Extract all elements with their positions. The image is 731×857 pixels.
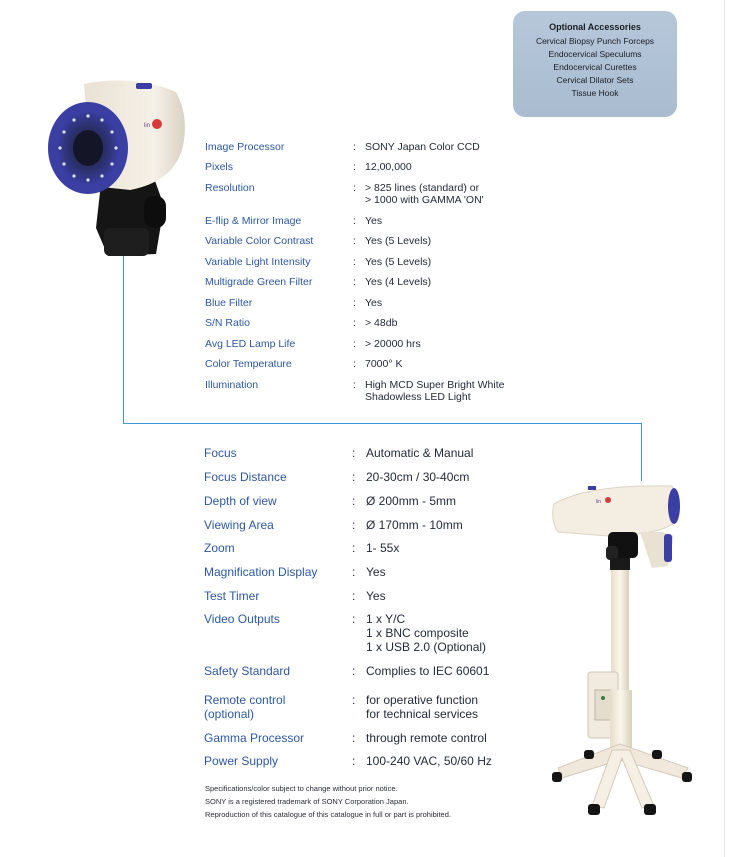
spec-colon: : xyxy=(353,358,356,370)
spec-value: 1 x Y/C 1 x BNC composite 1 x USB 2.0 (Optional) xyxy=(366,612,487,654)
spec-colon: : xyxy=(353,256,356,268)
footer-line: Specifications/color subject to change without prior notice. xyxy=(205,784,398,793)
spec-value: through remote control xyxy=(366,731,487,745)
spec-value: > 48db xyxy=(365,317,398,329)
spec-value: 20-30cm / 30-40cm xyxy=(366,470,470,484)
spec-label: Remote control (optional) xyxy=(204,693,286,721)
spec-colon: : xyxy=(352,494,356,508)
accessory-item: Cervical Biopsy Punch Forceps xyxy=(535,36,655,46)
spec-label: Power Supply xyxy=(204,754,279,768)
spec-value: Complies to IEC 60601 xyxy=(366,664,490,678)
accessory-item: Endocervical Speculums xyxy=(548,49,642,59)
spec-label: Viewing Area xyxy=(204,518,274,532)
spec-value: 1- 55x xyxy=(366,541,400,555)
spec-colon: : xyxy=(352,541,356,555)
spec-value: Yes xyxy=(365,215,383,227)
spec-value: Yes (5 Levels) xyxy=(365,256,432,268)
optional-accessories-box xyxy=(513,11,677,117)
spec-colon: : xyxy=(353,215,356,227)
spec-colon: : xyxy=(352,565,356,579)
accessories-title: Optional Accessories xyxy=(549,22,641,32)
spec-value: Yes xyxy=(366,565,386,579)
spec-value: Automatic & Manual xyxy=(366,446,474,460)
spec-colon: : xyxy=(353,317,356,329)
spec-label: Safety Standard xyxy=(204,664,291,678)
spec-colon: : xyxy=(353,338,356,350)
spec-value: > 20000 hrs xyxy=(365,338,421,350)
colposcope-camera-head-image xyxy=(44,78,194,260)
spec-label: Pixels xyxy=(205,161,234,173)
svg-text:lin: lin xyxy=(144,123,151,129)
spec-colon: : xyxy=(352,693,356,707)
spec-value: SONY Japan Color CCD xyxy=(365,141,480,153)
spec-label: Variable Color Contrast xyxy=(205,235,314,247)
accessory-item: Tissue Hook xyxy=(571,88,619,98)
spec-label: Magnification Display xyxy=(204,565,318,579)
spec-label: Blue Filter xyxy=(205,297,253,309)
spec-colon: : xyxy=(353,161,356,173)
accessory-item: Cervical Dilator Sets xyxy=(556,75,634,85)
spec-label: Image Processor xyxy=(205,141,285,153)
spec-value: 7000° K xyxy=(365,358,403,370)
spec-colon: : xyxy=(353,297,356,309)
svg-text:lin: lin xyxy=(596,499,602,505)
spec-label: Focus xyxy=(204,446,237,460)
accessory-item: Endocervical Curettes xyxy=(553,62,637,72)
spec-value: Ø 170mm - 10mm xyxy=(366,518,463,532)
spec-label: Avg LED Lamp Life xyxy=(205,338,296,350)
footer-notes xyxy=(205,782,451,821)
spec-value: Yes (4 Levels) xyxy=(365,276,432,288)
spec-colon: : xyxy=(353,141,356,153)
spec-colon: : xyxy=(353,235,356,247)
spec-value: Ø 200mm - 5mm xyxy=(366,494,457,508)
spec-colon: : xyxy=(353,276,356,288)
spec-label: Resolution xyxy=(205,182,255,194)
spec-label: Gamma Processor xyxy=(204,731,305,745)
spec-value: > 825 lines (standard) or > 1000 with GAMMA 'ON' xyxy=(365,182,484,206)
spec-value: Yes xyxy=(365,297,383,309)
connector-line-vertical-left xyxy=(123,256,124,424)
spec-label: Variable Light Intensity xyxy=(205,256,311,268)
spec-label: Focus Distance xyxy=(204,470,287,484)
colposcope-stand-image xyxy=(548,476,698,826)
connector-line-vertical-right xyxy=(641,423,642,481)
spec-label: Video Outputs xyxy=(204,612,280,626)
spec-value: High MCD Super Bright White Shadowless LED Light xyxy=(365,379,505,403)
spec-value: for operative function for technical services xyxy=(366,693,479,721)
spec-value: 100-240 VAC, 50/60 Hz xyxy=(366,754,492,768)
spec-colon: : xyxy=(352,612,356,626)
spec-colon: : xyxy=(353,379,356,391)
spec-colon: : xyxy=(353,182,356,194)
spec-label: S/N Ratio xyxy=(205,317,250,329)
spec-colon: : xyxy=(352,589,356,603)
spec-label: Depth of view xyxy=(204,494,277,508)
spec-label: Illumination xyxy=(205,379,259,391)
spec-colon: : xyxy=(352,731,356,745)
page-edge-rule xyxy=(724,0,725,857)
spec-label: Zoom xyxy=(204,541,235,555)
spec-value: Yes xyxy=(366,589,386,603)
spec-colon: : xyxy=(352,446,356,460)
spec-colon: : xyxy=(352,518,356,532)
spec-colon: : xyxy=(352,470,356,484)
spec-label: Color Temperature xyxy=(205,358,292,370)
spec-value: 12,00,000 xyxy=(365,161,412,173)
connector-line-horizontal xyxy=(123,423,642,424)
footer-line: SONY is a registered trademark of SONY Corporation Japan. xyxy=(205,797,409,806)
spec-colon: : xyxy=(352,754,356,768)
footer-line: Reproduction of this catalogue of this catalogue in full or part is prohibited. xyxy=(205,810,451,819)
spec-label: Multigrade Green Filter xyxy=(205,276,313,288)
spec-colon: : xyxy=(352,664,356,678)
spec-value: Yes (5 Levels) xyxy=(365,235,432,247)
spec-label: Test Timer xyxy=(204,589,260,603)
spec-label: E-flip & Mirror Image xyxy=(205,215,302,227)
